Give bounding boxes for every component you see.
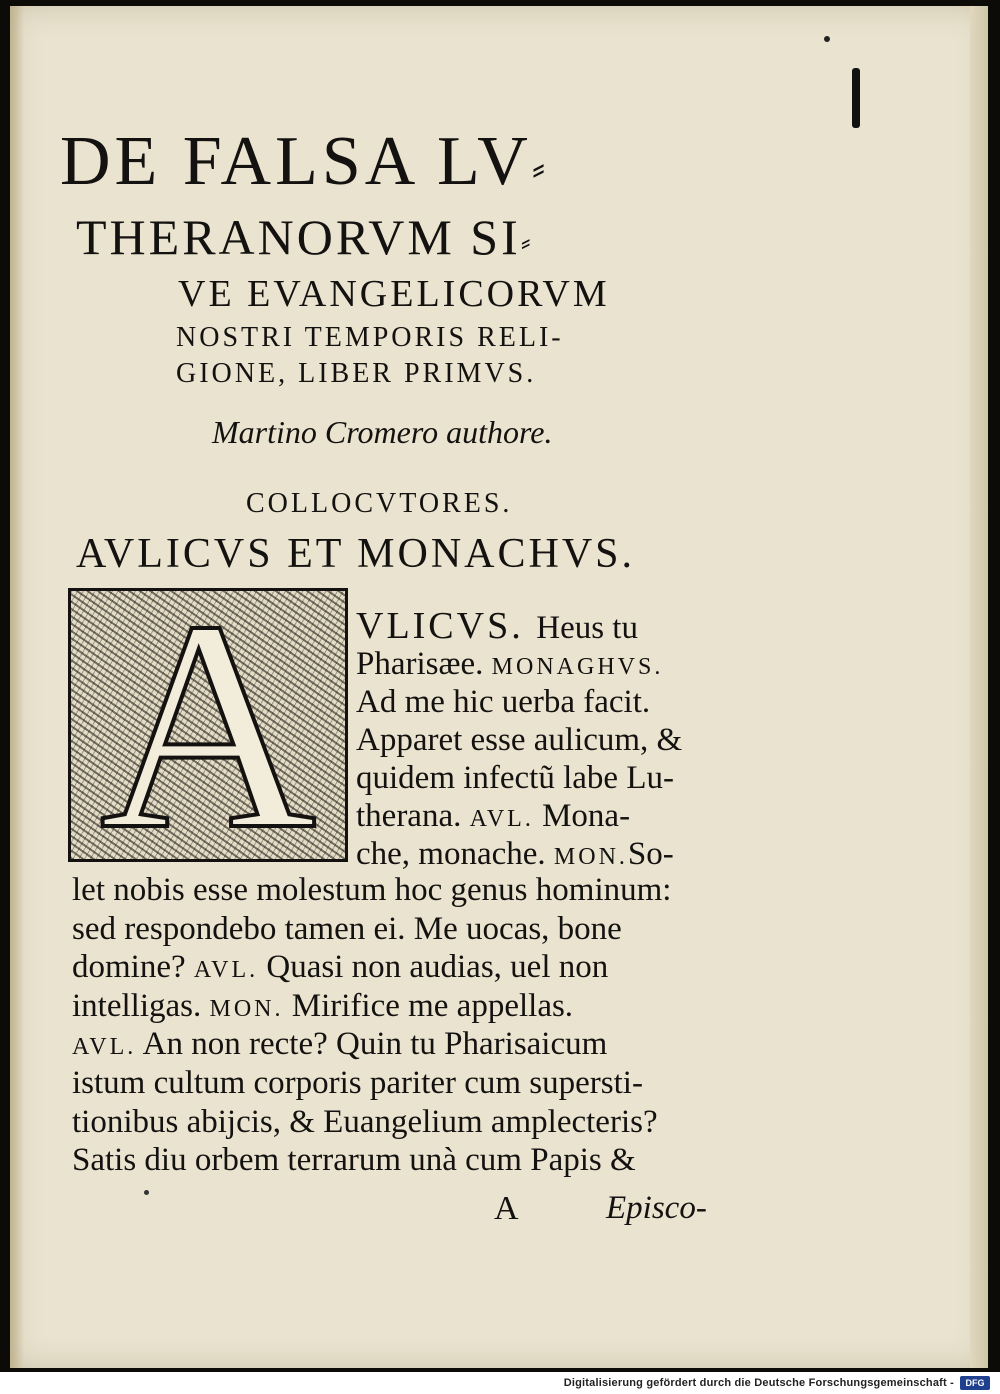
text-segment: domine? [72, 949, 194, 986]
text-segment: intelligas. [72, 987, 210, 1024]
dfg-logo: DFG [960, 1376, 990, 1390]
text-segment: So- [627, 836, 674, 872]
folio-mark [852, 68, 860, 128]
text-segment: Apparet esse aulicum, & [356, 722, 683, 758]
text-line [72, 909, 622, 949]
text-segment: VLICVS. [356, 605, 537, 647]
gutter-shadow [10, 6, 24, 1368]
text-line [356, 682, 650, 722]
ink-speck [824, 36, 830, 42]
initial-letter: A [99, 588, 317, 862]
speaker-label: AVL. [193, 957, 259, 984]
text-segment: quidem infectũ labe Lu- [356, 760, 674, 796]
page-edge [970, 6, 988, 1368]
speaker-label: AVL. [469, 806, 534, 832]
text-segment: Mona- [533, 798, 631, 834]
text-segment: tionibus abijcis, & Euangelium amplecteris? [72, 1103, 658, 1140]
text-line [356, 644, 663, 687]
text-line [72, 870, 671, 910]
speaker-label: AVL. [72, 1034, 137, 1061]
title-line-5: GIONE, LIBER PRIMVS. [176, 358, 537, 389]
text-segment: Mirifice me appellas. [283, 987, 574, 1024]
text-segment: therana. [356, 798, 470, 834]
signature-mark: A [494, 1190, 519, 1227]
text-segment: Heus tu [536, 610, 638, 646]
text-line [72, 947, 608, 990]
speaker-label: MONAGHVS. [491, 654, 664, 680]
title-line-4: NOSTRI TEMPORIS RELI- [176, 322, 564, 353]
text-line [72, 1024, 607, 1067]
text-segment: sed respondebo tamen ei. Me uocas, bone [72, 910, 622, 947]
text-segment: Quasi non audias, uel non [258, 949, 609, 986]
text-segment: let nobis esse molestum hoc genus hominum: [72, 872, 672, 908]
text-line [72, 1140, 636, 1180]
text-line [356, 796, 630, 839]
collocutores-heading: COLLOCVTORES. [246, 488, 513, 519]
text-line [356, 758, 674, 798]
title-line-1: DE FALSA LV⸗ [60, 123, 550, 200]
text-segment: Ad me hic uerba facit. [356, 684, 651, 720]
ink-speck [144, 1190, 149, 1195]
text-segment: istum cultum corporis pariter cum supersti- [72, 1065, 643, 1101]
author-line: Martino Cromero authore. [212, 414, 553, 450]
speaker-label: MON. [553, 844, 628, 870]
speaker-label: MON. [209, 995, 284, 1022]
text-segment: che, monache. [356, 836, 554, 872]
catchword: Episco- [606, 1190, 707, 1226]
woodcut-initial [68, 588, 348, 862]
text-segment: An non recte? Quin tu Pharisaicum [136, 1026, 608, 1063]
text-line [356, 720, 682, 760]
title-line-2: THERANORVM SI⸗ [76, 209, 534, 265]
text-segment: Pharisæe. [356, 646, 492, 682]
title-line-3: VE EVANGELICORVM [178, 273, 610, 315]
text-segment: Satis diu orbem terrarum unà cum Papis & [72, 1142, 636, 1179]
credit-bar [0, 1372, 1000, 1394]
text-line [72, 1102, 658, 1142]
text-line [72, 1063, 643, 1103]
speakers-heading: AVLICVS ET MONACHVS. [76, 531, 636, 577]
text-line [72, 986, 573, 1029]
credit-text: Digitalisierung gefördert durch die Deutsche Forschungsgemeinschaft - [563, 1377, 954, 1389]
text-line [356, 606, 638, 648]
